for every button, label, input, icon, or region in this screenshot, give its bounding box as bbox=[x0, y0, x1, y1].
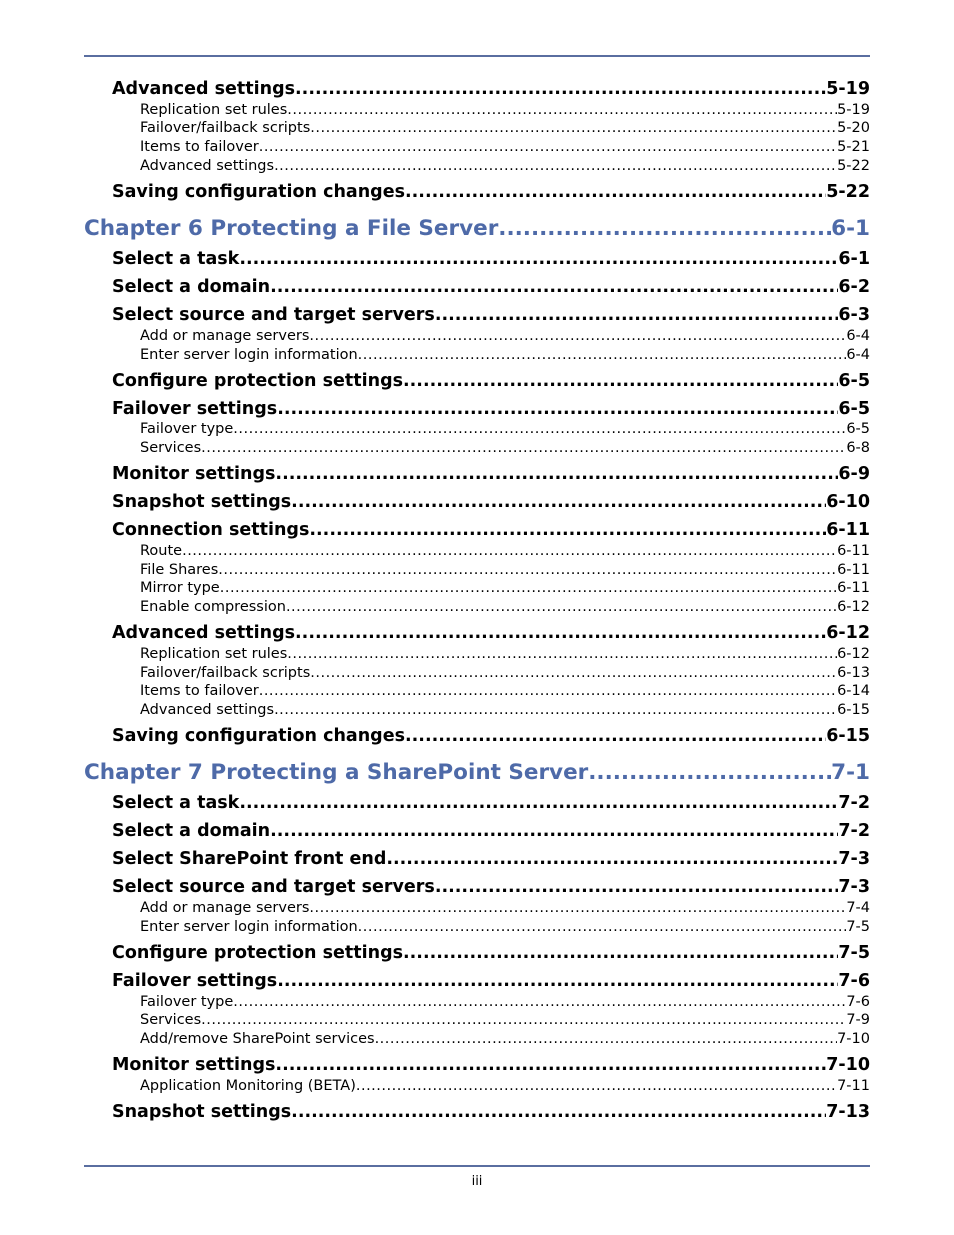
toc-entry-title: Advanced settings bbox=[140, 702, 275, 718]
toc-entry-title: Select source and target servers bbox=[112, 305, 435, 325]
dot-leader bbox=[277, 971, 838, 991]
dot-leader bbox=[259, 683, 837, 699]
dot-leader bbox=[274, 158, 837, 174]
toc-entry-page: 6-1 bbox=[838, 249, 870, 269]
toc-subsection-entry[interactable] bbox=[140, 994, 870, 1010]
toc-entry-page: 6-4 bbox=[846, 328, 870, 344]
dot-leader bbox=[310, 120, 837, 136]
toc-entry-page: 6-14 bbox=[837, 683, 870, 699]
toc-entry-page: 7-13 bbox=[826, 1102, 870, 1122]
toc-subsection-entry[interactable] bbox=[140, 900, 870, 916]
dot-leader bbox=[405, 182, 826, 202]
toc-entry-page: 7-4 bbox=[846, 900, 870, 916]
toc-entry-title: Replication set rules bbox=[140, 646, 288, 662]
toc-entry-title: Snapshot settings bbox=[112, 492, 292, 512]
toc-entry-title: Add/remove SharePoint services bbox=[140, 1031, 375, 1047]
dot-leader bbox=[233, 421, 846, 437]
dot-leader bbox=[295, 79, 826, 99]
toc-entry-title: Chapter 6 Protecting a File Server bbox=[84, 216, 499, 241]
toc-entry-title: Monitor settings bbox=[112, 1055, 276, 1075]
toc-section-entry[interactable] bbox=[112, 79, 870, 99]
toc-chapter-entry[interactable] bbox=[84, 760, 870, 785]
toc-entry-title: Application Monitoring (BETA) bbox=[140, 1078, 356, 1094]
toc-entry-title: Items to failover bbox=[140, 139, 259, 155]
toc-entry-title: Advanced settings bbox=[112, 623, 296, 643]
toc-entry-page: 6-12 bbox=[826, 623, 870, 643]
toc-entry-page: 7-3 bbox=[838, 877, 870, 897]
toc-entry-page: 6-5 bbox=[838, 371, 870, 391]
toc-entry-page: 6-11 bbox=[837, 562, 870, 578]
toc-entry-page: 7-6 bbox=[846, 994, 870, 1010]
toc-entry-page: 6-1 bbox=[831, 216, 870, 241]
toc-entry-page: 5-19 bbox=[826, 79, 870, 99]
toc-section-entry[interactable] bbox=[112, 1055, 870, 1075]
toc-section-entry[interactable] bbox=[112, 182, 870, 202]
toc-section-entry[interactable] bbox=[112, 249, 870, 269]
dot-leader bbox=[270, 821, 838, 841]
toc-entry-title: File Shares bbox=[140, 562, 219, 578]
dot-leader bbox=[275, 464, 838, 484]
toc-section-entry[interactable] bbox=[112, 971, 870, 991]
toc-subsection-entry[interactable] bbox=[140, 139, 870, 155]
toc-entry-title: Select a task bbox=[112, 249, 240, 269]
dot-leader bbox=[435, 305, 839, 325]
toc-chapter-entry[interactable] bbox=[84, 216, 870, 241]
toc-entry-title: Add or manage servers bbox=[140, 900, 310, 916]
toc-entry-page: 5-22 bbox=[837, 158, 870, 174]
toc-entry-page: 5-21 bbox=[837, 139, 870, 155]
toc-subsection-entry[interactable] bbox=[140, 665, 870, 681]
toc-entry-page: 6-9 bbox=[838, 464, 870, 484]
dot-leader bbox=[201, 440, 846, 456]
dot-leader bbox=[358, 347, 847, 363]
toc-entry-page: 7-1 bbox=[831, 760, 870, 785]
toc-entry-page: 6-3 bbox=[838, 305, 870, 325]
toc-entry-title: Route bbox=[140, 543, 183, 559]
toc-entry-page: 6-8 bbox=[846, 440, 870, 456]
dot-leader bbox=[182, 543, 837, 559]
dot-leader bbox=[295, 623, 826, 643]
toc-subsection-entry[interactable] bbox=[140, 421, 870, 437]
toc-entry-page: 7-10 bbox=[837, 1031, 870, 1047]
toc-entry-title: Select SharePoint front end bbox=[112, 849, 387, 869]
toc-entry-page: 6-2 bbox=[838, 277, 870, 297]
toc-subsection-entry[interactable] bbox=[140, 1012, 870, 1028]
dot-leader bbox=[291, 1102, 826, 1122]
toc-section-entry[interactable] bbox=[112, 371, 870, 391]
toc-subsection-entry[interactable] bbox=[140, 1031, 870, 1047]
dot-leader bbox=[201, 1012, 846, 1028]
toc-section-entry[interactable] bbox=[112, 1102, 870, 1122]
toc-section-entry[interactable] bbox=[112, 464, 870, 484]
dot-leader bbox=[259, 139, 837, 155]
dot-leader bbox=[588, 760, 831, 785]
toc-entry-title: Failover settings bbox=[112, 399, 278, 419]
dot-leader bbox=[270, 277, 838, 297]
toc-entry-title: Saving configuration changes bbox=[112, 726, 405, 746]
toc-entry-title: Saving configuration changes bbox=[112, 182, 405, 202]
toc-entry-title: Mirror type bbox=[140, 580, 220, 596]
toc-entry-page: 7-3 bbox=[838, 849, 870, 869]
toc-entry-page: 5-19 bbox=[837, 102, 870, 118]
dot-leader bbox=[358, 919, 847, 935]
toc-subsection-entry[interactable] bbox=[140, 580, 870, 596]
toc-entry-page: 6-12 bbox=[837, 646, 870, 662]
toc-entry-title: Failover type bbox=[140, 421, 234, 437]
dot-leader bbox=[286, 599, 837, 615]
dot-leader bbox=[220, 580, 837, 596]
toc-entry-page: 6-4 bbox=[846, 347, 870, 363]
toc-section-entry[interactable] bbox=[112, 821, 870, 841]
toc-entry-page: 6-11 bbox=[837, 580, 870, 596]
toc-entry-title: Replication set rules bbox=[140, 102, 288, 118]
toc-section-entry[interactable] bbox=[112, 623, 870, 643]
toc-entry-page: 7-6 bbox=[838, 971, 870, 991]
toc-entry-page: 7-2 bbox=[838, 821, 870, 841]
toc-entry-page: 6-11 bbox=[826, 520, 870, 540]
dot-leader bbox=[405, 726, 826, 746]
toc-subsection-entry[interactable] bbox=[140, 919, 870, 935]
toc-subsection-entry[interactable] bbox=[140, 683, 870, 699]
dot-leader bbox=[239, 249, 838, 269]
toc-section-entry[interactable] bbox=[112, 399, 870, 419]
toc-entry-title: Add or manage servers bbox=[140, 328, 310, 344]
toc-entry-page: 7-5 bbox=[846, 919, 870, 935]
toc-entry-title: Configure protection settings bbox=[112, 943, 404, 963]
toc-entry-title: Select source and target servers bbox=[112, 877, 435, 897]
toc-entry-page: 5-20 bbox=[837, 120, 870, 136]
toc-entry-title: Enter server login information bbox=[140, 919, 358, 935]
toc-entry-title: Failover/failback scripts bbox=[140, 120, 311, 136]
dot-leader bbox=[218, 562, 837, 578]
toc-entry-title: Enter server login information bbox=[140, 347, 358, 363]
toc-entry-title: Failover/failback scripts bbox=[140, 665, 311, 681]
dot-leader bbox=[386, 849, 838, 869]
toc-entry-page: 6-10 bbox=[826, 492, 870, 512]
toc-section-entry[interactable] bbox=[112, 277, 870, 297]
dot-leader bbox=[435, 877, 839, 897]
toc-entry-page: 6-12 bbox=[837, 599, 870, 615]
toc-subsection-entry[interactable] bbox=[140, 1078, 870, 1094]
toc-entry-title: Chapter 7 Protecting a SharePoint Server bbox=[84, 760, 589, 785]
dot-leader bbox=[239, 793, 838, 813]
toc-subsection-entry[interactable] bbox=[140, 347, 870, 363]
toc-section-entry[interactable] bbox=[112, 520, 870, 540]
toc-entry-title: Select a domain bbox=[112, 821, 271, 841]
toc-subsection-entry[interactable] bbox=[140, 440, 870, 456]
toc-entry-title: Failover settings bbox=[112, 971, 278, 991]
toc-subsection-entry[interactable] bbox=[140, 543, 870, 559]
toc-entry-title: Select a domain bbox=[112, 277, 271, 297]
toc-entry-page: 7-10 bbox=[826, 1055, 870, 1075]
dot-leader bbox=[309, 900, 846, 916]
toc-section-entry[interactable] bbox=[112, 726, 870, 746]
toc-entry-title: Monitor settings bbox=[112, 464, 276, 484]
toc-entry-page: 7-9 bbox=[846, 1012, 870, 1028]
dot-leader bbox=[274, 702, 837, 718]
toc-entry-title: Enable compression bbox=[140, 599, 286, 615]
toc-subsection-entry[interactable] bbox=[140, 562, 870, 578]
dot-leader bbox=[403, 943, 838, 963]
dot-leader bbox=[309, 520, 826, 540]
dot-leader bbox=[291, 492, 826, 512]
toc-entry-title: Configure protection settings bbox=[112, 371, 404, 391]
dot-leader bbox=[309, 328, 846, 344]
toc-subsection-entry[interactable] bbox=[140, 328, 870, 344]
toc-entry-title: Services bbox=[140, 440, 202, 456]
dot-leader bbox=[277, 399, 838, 419]
toc-entry-page: 6-5 bbox=[846, 421, 870, 437]
toc-entry-title: Connection settings bbox=[112, 520, 310, 540]
dot-leader bbox=[233, 994, 846, 1010]
toc-subsection-entry[interactable] bbox=[140, 599, 870, 615]
dot-leader bbox=[356, 1078, 837, 1094]
toc-section-entry[interactable] bbox=[112, 793, 870, 813]
toc-subsection-entry[interactable] bbox=[140, 120, 870, 136]
toc-section-entry[interactable] bbox=[112, 849, 870, 869]
toc-entry-page: 6-15 bbox=[826, 726, 870, 746]
toc-entry-page: 5-22 bbox=[826, 182, 870, 202]
toc-entry-title: Services bbox=[140, 1012, 202, 1028]
top-rule bbox=[84, 55, 870, 57]
dot-leader bbox=[498, 216, 831, 241]
toc-subsection-entry[interactable] bbox=[140, 102, 870, 118]
dot-leader bbox=[375, 1031, 838, 1047]
toc-section-entry[interactable] bbox=[112, 305, 870, 325]
toc-subsection-entry[interactable] bbox=[140, 702, 870, 718]
toc-entry-title: Snapshot settings bbox=[112, 1102, 292, 1122]
toc-entry-title: Failover type bbox=[140, 994, 234, 1010]
dot-leader bbox=[275, 1055, 826, 1075]
toc-entry-page: 6-11 bbox=[837, 543, 870, 559]
toc-entry-page: 7-5 bbox=[838, 943, 870, 963]
toc-entry-title: Advanced settings bbox=[112, 79, 296, 99]
dot-leader bbox=[310, 665, 837, 681]
bottom-rule bbox=[84, 1165, 870, 1167]
toc-subsection-entry[interactable] bbox=[140, 158, 870, 174]
toc-entry-page: 6-15 bbox=[837, 702, 870, 718]
toc-section-entry[interactable] bbox=[112, 943, 870, 963]
dot-leader bbox=[403, 371, 838, 391]
toc-entry-page: 7-11 bbox=[837, 1078, 870, 1094]
toc-subsection-entry[interactable] bbox=[140, 646, 870, 662]
toc-section-entry[interactable] bbox=[112, 877, 870, 897]
toc-entry-page: 6-13 bbox=[837, 665, 870, 681]
page-number: iii bbox=[471, 1174, 483, 1189]
dot-leader bbox=[287, 102, 837, 118]
toc-entry-title: Items to failover bbox=[140, 683, 259, 699]
toc-entry-title: Advanced settings bbox=[140, 158, 275, 174]
toc-section-entry[interactable] bbox=[112, 492, 870, 512]
toc-entry-page: 7-2 bbox=[838, 793, 870, 813]
toc-entry-page: 6-5 bbox=[838, 399, 870, 419]
dot-leader bbox=[287, 646, 837, 662]
toc-entry-title: Select a task bbox=[112, 793, 240, 813]
